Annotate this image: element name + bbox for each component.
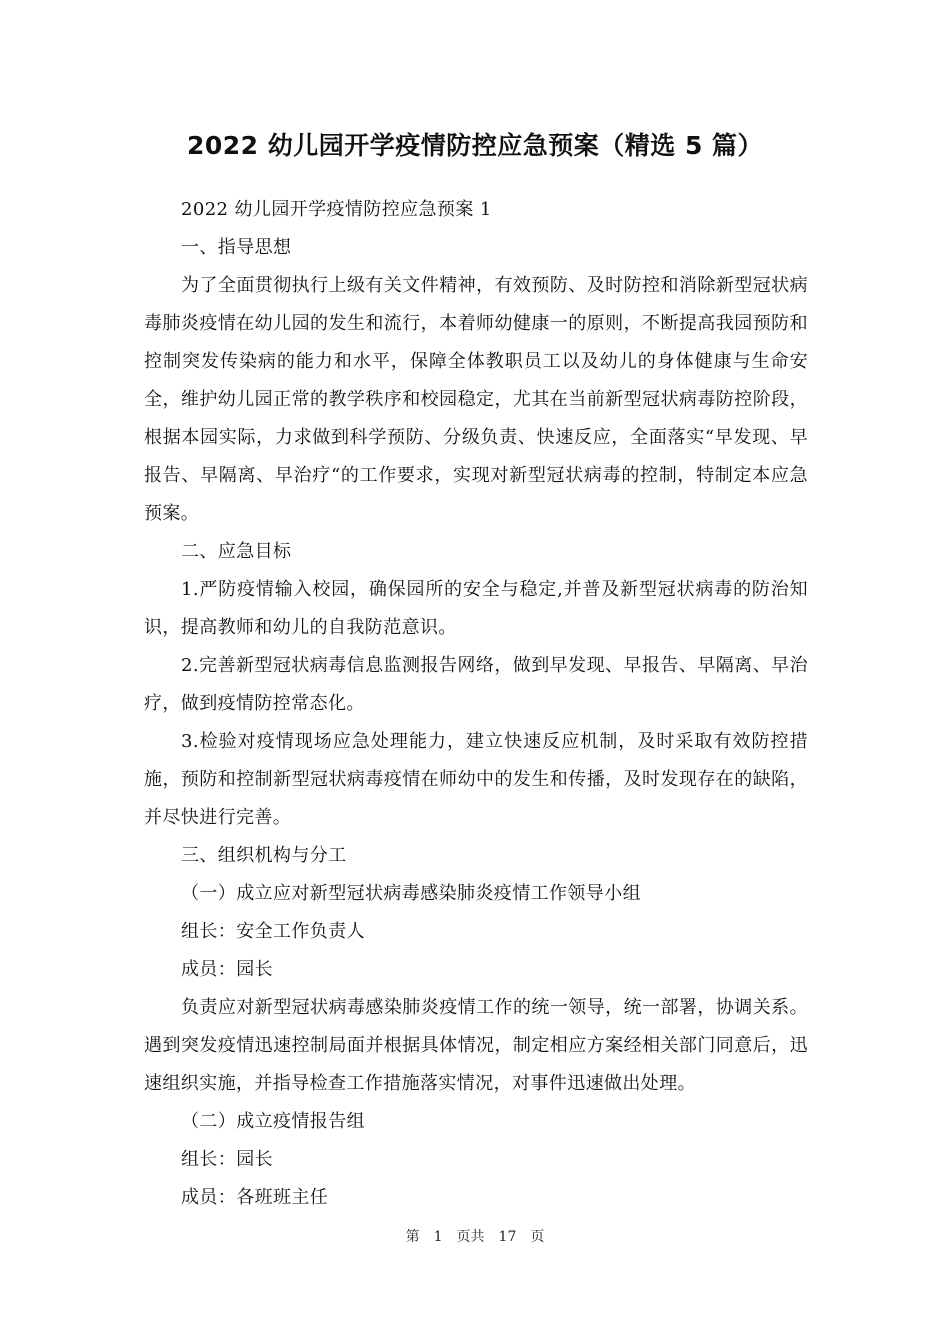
goal-item-1: 1.严防疫情输入校园，确保园所的安全与稳定,并普及新型冠状病毒的防治知识，提高教师和幼儿的自我防范意识。 [144, 579, 808, 638]
leadership-group-duties: 负责应对新型冠状病毒感染肺炎疫情工作的统一领导，统一部署，协调关系。遇到突发疫情迅速控制局面并根据具体情况，制定相应方案经相关部门同意后，迅速组织实施，并指导检查工作措施落实情况，对事件迅速做出处理。 [144, 997, 808, 1094]
leadership-group-leader: 组长：安全工作负责人 [181, 921, 365, 942]
page-footer [0, 1226, 950, 1248]
document-body [144, 191, 808, 1217]
report-group-members: 成员：各班班主任 [181, 1187, 329, 1208]
paragraph-guiding-ideology: 为了全面贯彻执行上级有关文件精神，有效预防、及时防控和消除新型冠状病毒肺炎疫情在幼儿园的发生和流行，本着师幼健康一的原则，不断提高我园预防和控制突发传染病的能力和水平，保障全体教职员工以及幼儿的身体健康与生命安全，维护幼儿园正常的教学秩序和校园稳定，尤其在当前新型冠状病毒防控阶段，根据本园实际，力求做到科学预防、分级负责、快速反应，全面落实“早发现、早报告、早隔离、早治疗“的工作要求，实现对新型冠状病毒的控制，特制定本应急预案。 [144, 275, 808, 524]
subheading-leadership-group: （一）成立应对新型冠状病毒感染肺炎疫情工作领导小组 [181, 883, 641, 904]
heading-organization: 三、组织机构与分工 [181, 845, 347, 866]
footer-prefix: 第 [405, 1229, 420, 1245]
footer-suffix: 页 [530, 1229, 545, 1245]
footer-mid: 页共 [456, 1229, 485, 1245]
document-title: 2022 幼儿园开学疫情防控应急预案（精选 5 篇） [186, 131, 764, 160]
heading-emergency-goals: 二、应急目标 [181, 541, 292, 562]
report-group-leader: 组长：园长 [181, 1149, 273, 1170]
footer-page-number: 1 [433, 1229, 443, 1245]
footer-total-pages: 17 [498, 1229, 517, 1245]
section-subtitle: 2022 幼儿园开学疫情防控应急预案 1 [181, 199, 492, 220]
leadership-group-members: 成员：园长 [181, 959, 273, 980]
subheading-report-group: （二）成立疫情报告组 [181, 1111, 365, 1132]
goal-item-3: 3.检验对疫情现场应急处理能力，建立快速反应机制，及时采取有效防控措施，预防和控制新型冠状病毒疫情在师幼中的发生和传播，及时发现存在的缺陷，并尽快进行完善。 [144, 731, 808, 828]
heading-guiding-ideology: 一、指导思想 [181, 237, 292, 258]
goal-item-2: 2.完善新型冠状病毒信息监测报告网络，做到早发现、早报告、早隔离、早治疗，做到疫情防控常态化。 [144, 655, 808, 714]
